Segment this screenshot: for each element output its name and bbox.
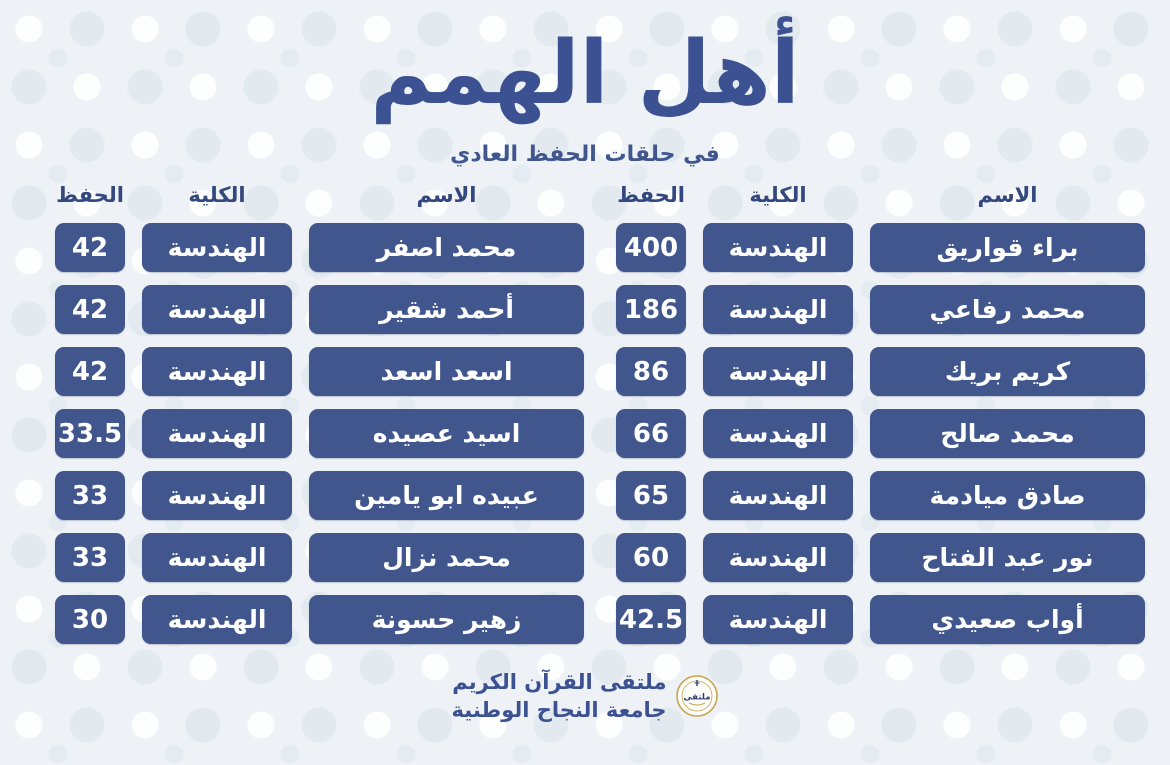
poster-header bbox=[0, 0, 1170, 167]
student-name: كريم بريك bbox=[870, 347, 1145, 396]
college: الهندسة bbox=[142, 409, 292, 458]
score: 400 bbox=[616, 223, 686, 272]
student-name: زهير حسونة bbox=[309, 595, 584, 644]
student-name: محمد صالح bbox=[870, 409, 1145, 458]
tables-area bbox=[0, 167, 1170, 644]
score: 65 bbox=[616, 471, 686, 520]
student-name: أواب صعيدي bbox=[870, 595, 1145, 644]
college: الهندسة bbox=[142, 347, 292, 396]
score: 42 bbox=[55, 347, 125, 396]
college: الهندسة bbox=[142, 533, 292, 582]
score: 186 bbox=[616, 285, 686, 334]
college: الهندسة bbox=[142, 285, 292, 334]
student-name: اسعد اسعد bbox=[309, 347, 584, 396]
column-header-college: الكلية bbox=[188, 183, 246, 207]
student-name: محمد رفاعي bbox=[870, 285, 1145, 334]
footer-text bbox=[452, 668, 667, 725]
college: الهندسة bbox=[703, 595, 853, 644]
footer-line-university: جامعة النجاح الوطنية bbox=[451, 698, 667, 723]
table-left bbox=[55, 183, 584, 644]
student-name: نور عبد الفتاح bbox=[870, 533, 1145, 582]
student-name: عبيده ابو يامين bbox=[309, 471, 584, 520]
college: الهندسة bbox=[142, 595, 292, 644]
college: الهندسة bbox=[703, 533, 853, 582]
score: 42 bbox=[55, 223, 125, 272]
score: 66 bbox=[616, 409, 686, 458]
svg-text:ملتقى: ملتقى bbox=[684, 692, 711, 703]
score: 30 bbox=[55, 595, 125, 644]
title-calligraphy: أهل الهمم bbox=[370, 22, 800, 124]
student-name: براء قواريق bbox=[870, 223, 1145, 272]
score: 33.5 bbox=[55, 409, 125, 458]
student-name: صادق ميادمة bbox=[870, 471, 1145, 520]
student-name: محمد اصفر bbox=[309, 223, 584, 272]
quran-forum-logo-icon bbox=[676, 675, 718, 717]
student-name: محمد نزال bbox=[309, 533, 584, 582]
score: 42.5 bbox=[616, 595, 686, 644]
poster-footer bbox=[0, 668, 1170, 725]
column-header-score: الحفظ bbox=[56, 183, 124, 207]
score: 33 bbox=[55, 471, 125, 520]
student-name: أحمد شقير bbox=[309, 285, 584, 334]
score: 42 bbox=[55, 285, 125, 334]
college: الهندسة bbox=[703, 471, 853, 520]
score: 33 bbox=[55, 533, 125, 582]
column-header-name: الاسم bbox=[977, 183, 1038, 207]
college: الهندسة bbox=[142, 223, 292, 272]
college: الهندسة bbox=[703, 223, 853, 272]
college: الهندسة bbox=[703, 347, 853, 396]
college: الهندسة bbox=[703, 285, 853, 334]
subtitle: في حلقات الحفظ العادي bbox=[450, 142, 720, 167]
footer-line-forum: ملتقى القرآن الكريم bbox=[452, 670, 667, 694]
column-header-name: الاسم bbox=[416, 183, 477, 207]
column-header-score: الحفظ bbox=[617, 183, 685, 207]
student-name: اسيد عصيده bbox=[309, 409, 584, 458]
college: الهندسة bbox=[703, 409, 853, 458]
score: 60 bbox=[616, 533, 686, 582]
college: الهندسة bbox=[142, 471, 292, 520]
table-right bbox=[616, 183, 1145, 644]
score: 86 bbox=[616, 347, 686, 396]
column-header-college: الكلية bbox=[749, 183, 807, 207]
